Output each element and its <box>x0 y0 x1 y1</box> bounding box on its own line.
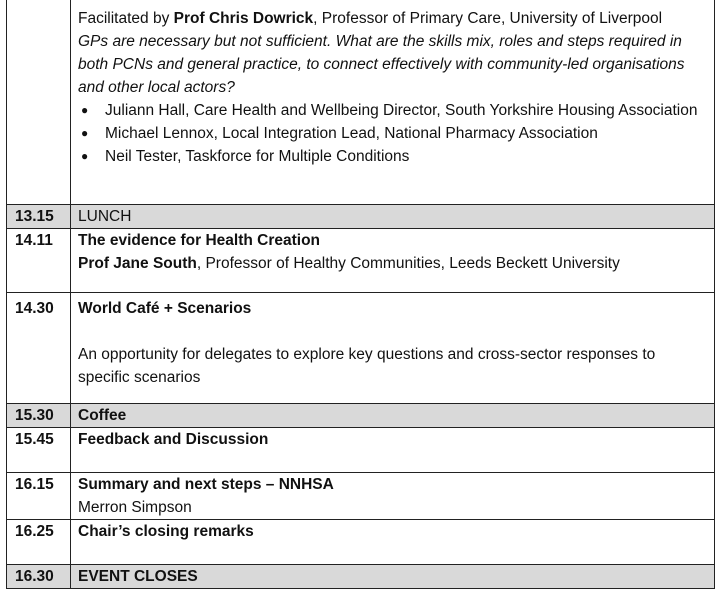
facilitator-prefix: Facilitated by <box>78 10 174 27</box>
spacer <box>78 320 710 343</box>
time-cell: 16.25 <box>7 520 71 565</box>
bullet-icon: ● <box>81 149 89 163</box>
session-title: Coffee <box>71 404 715 428</box>
agenda-row-closing <box>7 520 715 565</box>
session-title: Feedback and Discussion <box>71 428 715 473</box>
content-cell <box>71 473 715 520</box>
session-title: LUNCH <box>71 205 715 229</box>
time-cell: 14.30 <box>7 293 71 404</box>
facilitator-role: , Professor of Primary Care, University of Liverpool <box>313 10 663 27</box>
speaker-item <box>81 145 710 168</box>
agenda-row-summary <box>7 473 715 520</box>
agenda-row-facilitated <box>7 0 715 205</box>
agenda-row-feedback <box>7 428 715 473</box>
speaker-list <box>78 99 710 168</box>
session-title: World Café + Scenarios <box>78 300 252 317</box>
content-cell <box>71 293 715 404</box>
speaker-text: Michael Lennox, Local Integration Lead, National Pharmacy Association <box>105 125 598 142</box>
content-cell <box>71 229 715 293</box>
facilitator-name: Prof Chris Dowrick <box>173 10 314 27</box>
session-question: GPs are necessary but not sufficient. What are the skills mix, roles and steps required in both PCNs and general practice, to connect effectively with community-led organisations and other local actors? <box>78 33 685 96</box>
agenda-table <box>6 0 715 589</box>
speaker-name: Merron Simpson <box>78 499 192 516</box>
time-cell: 13.15 <box>7 205 71 229</box>
session-title: Summary and next steps – NNHSA <box>78 476 334 493</box>
bullet-icon: ● <box>81 126 89 140</box>
speaker-role: , Professor of Healthy Communities, Leeds Beckett University <box>196 255 620 272</box>
agenda-row-lunch <box>7 205 715 229</box>
time-cell: 15.30 <box>7 404 71 428</box>
agenda-row-closes <box>7 565 715 589</box>
session-title: The evidence for Health Creation <box>78 232 321 249</box>
session-title: EVENT CLOSES <box>71 565 715 589</box>
facilitator-line <box>78 7 710 30</box>
time-cell: 16.30 <box>7 565 71 589</box>
time-cell <box>7 0 71 205</box>
time-cell: 16.15 <box>7 473 71 520</box>
speaker-name: Prof Jane South <box>78 255 197 272</box>
speaker-item <box>81 99 710 122</box>
speaker-item <box>81 122 710 145</box>
time-cell: 15.45 <box>7 428 71 473</box>
speaker-line <box>78 252 710 275</box>
session-title: Chair’s closing remarks <box>71 520 715 565</box>
agenda-row-evidence <box>7 229 715 293</box>
time-cell: 14.11 <box>7 229 71 293</box>
session-description: An opportunity for delegates to explore key questions and cross-sector responses to specific scenarios <box>78 346 656 386</box>
content-cell <box>71 0 715 205</box>
agenda-row-world-cafe <box>7 293 715 404</box>
speaker-text: Neil Tester, Taskforce for Multiple Conditions <box>105 148 410 165</box>
agenda-row-coffee <box>7 404 715 428</box>
speaker-text: Juliann Hall, Care Health and Wellbeing Director, South Yorkshire Housing Association <box>105 102 698 119</box>
bullet-icon: ● <box>81 103 89 117</box>
